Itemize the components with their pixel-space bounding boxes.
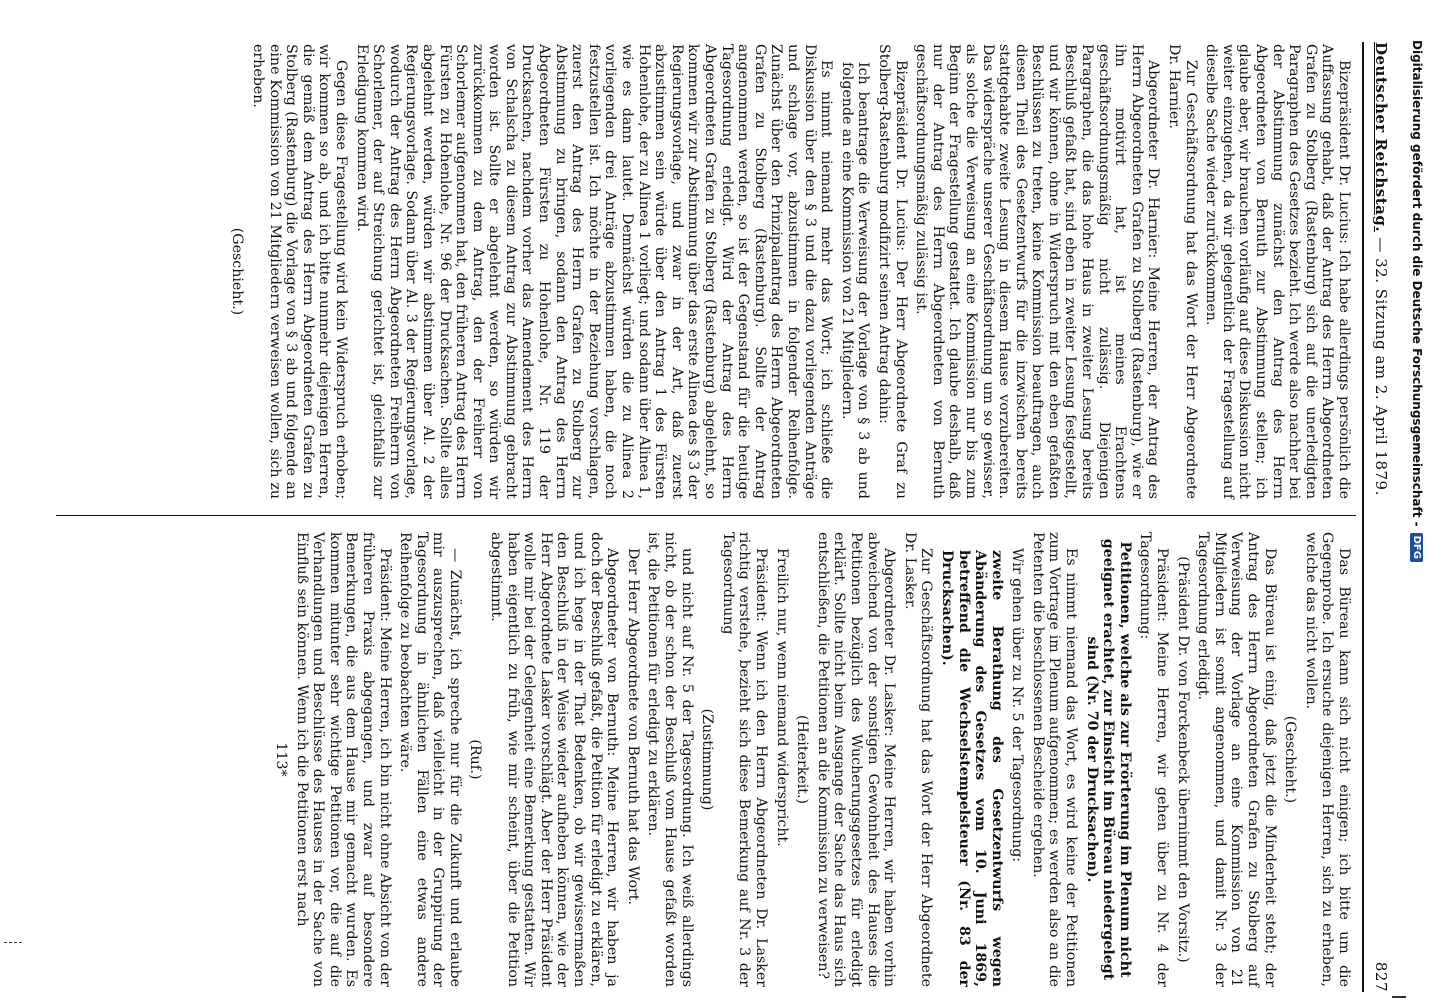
motion-text: Ich beantrage die Verweisung der Vorlage von § 3 ab und folgende an eine Kommission von 21 Mitgliedern. <box>838 62 872 499</box>
paragraph: Bizepräsident Dr. Lucius: Ich habe allerdings persönlich die Auffassung gehabt, daß der Antrag des Herrn Abgeordneten Grafen zu Stolberg (Rastenburg) sich auf die unerledigten Paragraphen des Gesetzes bezieht. Ich werde also nachher bei der Abstimmung zunächst den Antrag des Herrn Abgeordneten von Bernuth zur Abstimmung stellen; ich glaube aber, wir brauchen vorläufig auf diese Diskussion nicht weiter einzugehen, da wir gelegentlich der Fragestellung auf dieselbe Sache wieder zurückkommen. <box>1203 44 1352 499</box>
paragraph: Abgeordneter Dr. Lasker: Meine Herren, wir haben vorhin abweichend von der sonstigen Gewohnheit des Hauses die Petitionen bezüglich des Wucherungsgesetzes für erledigt erklärt. Sollte nicht beim Ausgange der Sache das Haus sich entschließen, die Petitionen an die Kommission zu verweisen? <box>814 532 898 987</box>
header-rule <box>1362 42 1364 992</box>
paragraph: Präsident: Wenn ich den Herrn Abgeordneten Dr. Lasker richtig verstehe, bezieht sich diese Bemerkung auf Nr. 3 der Tagesordnung <box>719 532 769 987</box>
paragraph: Abgeordneter Dr. Harnier: Meine Herren, der Antrag des Herrn Abgeordneten Grafen zu Stolberg (Rastenburg), wie er ihn motivirt hat, ist meines Erachtens geschäftsordnungsmäßig nicht zulässig. Diejenigen Paragraphen, die das hohe Haus in zweiter Lesung bereits Beschluß gefaßt hat, sind eben in zweiter Lesung festgestellt, und wir können, ohne in Widerspruch mit den eben gefaßten Beschlüssen zu treten, keine Kommission beauftragen, auch diesen Theil des Gesetzentwurfs für die inzwischen bereits stattgehabte zweite Lesung in diesem Hause vorzubereiten. Das widerspräche unserer Geschäftsordnung um so gewisser, als solche die Verweisung an eine Kommission nur bis zum Beginn der Fragestellung gestattet. Ich glaube deshalb, daß nur der Antrag des Herrn Abgeordneten von Bernuth geschäftsordnungsmäßig zulässig ist. <box>913 44 1162 499</box>
paragraph: Bizepräsident Dr. Lucius: Der Herr Abgeordnete Graf zu Stolberg-Rastenburg modifizirt seinen Antrag dahin: <box>875 44 909 499</box>
paragraph: und nicht auf Nr. 5 der Tagesordnung. Ich weiß allerdings nicht, ob der schon der Beschluß vom Hause gefaßt worden ist, die Petitionen für erledigt zu erklären. <box>645 532 695 987</box>
journal-title: Deutscher Reichstag. <box>1372 42 1390 233</box>
page-number: 827 <box>1372 961 1390 992</box>
paragraph: Gegen diese Fragestellung wird kein Widerspruch erhoben; wir kommen so ab, und ich bitte nunmehr diejenigen Herren, die gemäß dem Antrag des Herrn Abgeordneten Grafen zu Stolberg (Rastenburg) die Vorlage von § 3 ab und folgende an eine Kommission von 21 Mitgliedern verweisen wollen, sich zu erheben. <box>250 44 349 499</box>
paragraph: Es nimmt niemand das Wort, es wird keine der Petitionen zum Vortrage im Plenum aufgenommen; es werden also an die Petenten die beschlossenen Bescheide ergehen. <box>1029 532 1080 987</box>
paragraph: Abgeordneter von Bernuth: Meine Herren, wir haben ja doch der Beschluß gefaßt, die Petition für erledigt zu erklären, und ich hege in der That Bedenken, ob wir gewissermaßen den Beschluß in der Weise wieder aufheben können, wie der Herr Abgeordnete Lasker vorschlägt. Aber der Herr Präsident wolle mir bei der Gelegenheit eine Bemerkung gestatten. Wir haben eigentlich zu früh, wie mir scheint, über die Petition abgestimmt. <box>488 532 621 987</box>
paragraph: Der Herr Abgeordnete von Bernuth hat das Wort. <box>624 548 641 905</box>
paragraph: Wir gehen über zu Nr. 5 der Tagesordnung: <box>1009 548 1026 863</box>
paragraph: Freilich nur, wenn niemand widerspricht. <box>773 548 790 847</box>
dfg-logo: DFG <box>1411 533 1424 562</box>
paragraph: Präsident: Meine Herren, wir gehen über zu Nr. 4 der Tagesordnung: <box>1137 532 1171 987</box>
right-column <box>268 532 1352 987</box>
signature-mark: 113* <box>272 742 289 777</box>
stage-direction: (Ruf.) <box>467 739 484 780</box>
paragraph: Das Büreau kann sich nicht einigen; ich bitte um die Gegenprobe. Ich ersuche diejenigen Herren, sich zu erheben, welche das nicht wollen. <box>1302 532 1352 987</box>
left-column <box>225 44 1352 499</box>
stage-direction: (Präsident Dr. von Forckenbeck übernimmt den Vorsitz.) <box>1174 556 1191 963</box>
paragraph: Präsident: Meine Herren, ich bin nicht ohne Absicht von der früheren Praxis abgegangen, und zwar auf besondere Bemerkungen, die aus dem Hause mir gemacht wurden. Es kommen mitunter sehr wichtige Petitionen vor, die auf die Verhandlungen und Beschlüsse des Hauses in der Sache von Einfluß sein können. Wenn ich die Petitionen erst nach <box>293 532 393 987</box>
page-header <box>1366 42 1392 992</box>
stage-direction: (Heiterkeit.) <box>794 715 811 804</box>
paragraph: Zur Geschäftsordnung hat das Wort der Herr Abgeordnete Dr. Harnier. <box>1166 44 1199 499</box>
scan-edge-mark <box>4 942 22 944</box>
paragraph: Zur Geschäftsordnung hat das Wort der Herr Abgeordnete Dr. Lasker. <box>901 532 935 987</box>
column-divider <box>56 515 1356 516</box>
agenda-item-heading: Petitionen, welche als zur Erörterung im Plenum nicht geeignet erachtet, zur Einsicht im Büreau niedergelegt sind (Nr. 70 der Drucksachen). <box>1083 538 1133 981</box>
credit-text: Digitalisierung gefördert durch die Deutsche Forschungsgemeinschaft - <box>1410 40 1424 527</box>
scan-corner-mark <box>1392 996 1406 998</box>
stage-direction: (Zustimmung) <box>699 708 716 811</box>
digitization-credit <box>1395 20 1429 980</box>
session-line: — 32. Sitzung am 2. April 1879. <box>1372 232 1390 496</box>
paragraph: — Zunächst, ich spreche nur für die Zukunft und erlaube mir auszusprechen, daß vielleicht in der Gruppirung der Tagesordnung in ähnlichen Fällen eine etwas andere Reihenfolge zu beobachten wäre. <box>397 532 463 987</box>
header-left <box>1372 42 1390 496</box>
rotated-page <box>42 42 1392 992</box>
paragraph: Es nimmt niemand mehr das Wort; ich schließe die Diskussion über den § 3 und die dazu vorliegenden Anträge und schlage vor, abzustimmen in folgender Reihenfolge. Zunächst über den Prinzipalantrag des Herrn Abgeordneten Grafen zu Stolberg (Rastenburg). Sollte der Antrag angenommen werden, so ist der Gegenstand für die heutige Tagesordnung erledigt. Wird der Antrag des Herrn Abgeordneten Grafen zu Stolberg (Rastenburg) abgelehnt, so kommen wir zur Abstimmung über das erste Alinea des § 3 der Regierungsvorlage, und zwar in der Art, daß zuerst abzustimmen sein würde über den Antrag 1 des Fürsten Hohenlohe, der zu Alinea 1 vorliegt; und sodann über Alinea 1, wie es dann lautet. Demnächst würden die zu Alinea 2 vorliegenden drei Anträge abzustimmen haben, die noch festzustellen ist. Ich möchte in der Beziehung vorschlagen, zuerst den Antrag des Herrn Grafen zu Stolberg zur Abstimmung zu bringen, sodann den Antrag des Herrn Abgeordneten Fürsten zu Hohenlohe, Nr. 119 der Drucksachen, nachdem vorher das Amendement des Herrn von Schalscha zu diesem Antrag zur Abstimmung gebracht worden ist. Sollte er abgelehnt werden, so würden wir zurückkommen zu dem Antrag, den der Freiherr von Schorlemer aufgenommen hat, den früheren Antrag des Herrn Fürsten zu Hohenlohe, Nr. 96 der Drucksachen. Sollte alles abgelehnt werden, würden wir abstimmen über Al. 2 der Regierungsvorlage. Sodann über Al. 3 der Regierungsvorlage, wodurch der Antrag des Herrn Abgeordneten Freiherrn von Schorlemer, der auf Streichung gerichtet ist, gleichfalls zur Erledigung kommen wird. <box>353 44 835 499</box>
stage-direction: (Geschieht.) <box>229 227 246 316</box>
agenda-item-heading: zweite Berathung des Gesetzentwurfs wegen Abänderung des Gesetzes vom 10. Juni 1869, betreffend die Wechselstempelsteuer (Nr. 83 der Drucksachen). <box>938 550 1005 987</box>
credit-line <box>1405 40 1429 970</box>
stage-direction: (Geschieht.) <box>1282 715 1299 804</box>
paragraph: Das Büreau ist einig, daß jetzt die Minderheit steht; der Antrag des Herrn Abgeordneten Grafen zu Stolberg auf Verweisung der Vorlage an eine Kommission von 21 Mitgliedern ist somit angenommen, und damit Nr. 3 der Tagesordnung erledigt. <box>1195 532 1278 987</box>
